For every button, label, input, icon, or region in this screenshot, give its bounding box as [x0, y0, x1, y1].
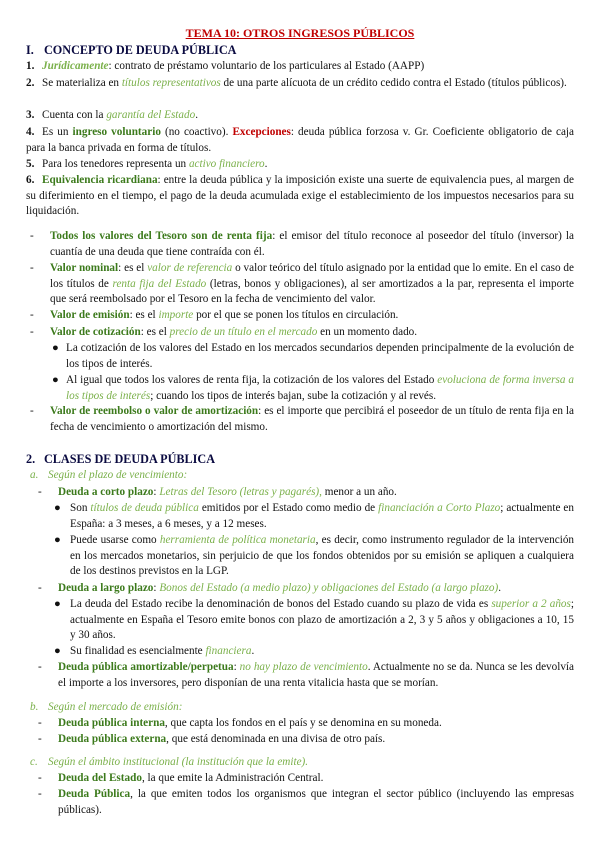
dash-marker: -: [38, 772, 42, 784]
item-6: 6. Equivalencia ricardiana: entre la deuda pública y la imposición existe una suerte de equivalencia pues, al margen de su diferimiento en el tiempo, el pago de la deuda acumulada exige el establecimiento de los impuestos necesarios para su liquidación.: [26, 174, 574, 217]
bullet-marker: ●: [52, 342, 59, 354]
section-2-heading: 2. CLASES DE DEUDA PÚBLICA: [26, 452, 215, 466]
bullet-cotizacion-1: La cotización de los valores del Estado en los mercados secundarios dependen principalmente de la evolución de los tipos de interés.: [66, 342, 574, 370]
dash-marker: -: [38, 717, 42, 729]
dash-deuda-estado: Deuda del Estado, la que emite la Administración Central.: [58, 772, 324, 784]
dash-marker: -: [38, 661, 42, 673]
dash-marker: -: [30, 405, 34, 417]
item-3: 3. Cuenta con la garantía del Estado.: [26, 109, 198, 121]
dash-marker: -: [30, 230, 34, 242]
dash-renta-fija: Todos los valores del Tesoro son de renta fija: el emisor del título reconoce al poseedor del título (inversor) la cuantía de una deuda que tiene contraída con él.: [50, 230, 574, 258]
dash-perpetua: Deuda pública amortizable/perpetua: no hay plazo de vencimiento. Actualmente no se da. Nunca se les devolvía el importe a los inversores, pero disponían de una renta vitalicia hasta que se morían.: [58, 661, 574, 689]
bullet-cotizacion-2: Al igual que todos los valores de renta fija, la cotización de los valores del Estado evoluciona de forma inversa a los tipos de interés; cuando los tipos de interés bajan, sube la cotización y al revés.: [66, 374, 574, 402]
dash-valor-cotizacion: Valor de cotización: es el precio de un título en el mercado en un momento dado.: [50, 326, 418, 338]
bullet-marker: ●: [52, 374, 59, 386]
subsection-a: a. Según el plazo de vencimiento:: [30, 469, 188, 481]
item-4: 4. Es un ingreso voluntario (no coactivo). Excepciones: deuda pública forzosa v. Gr. Coeficiente obligatorio de caja para la banca privada en forma de títulos.: [26, 126, 575, 154]
subsection-c: c. Según el ámbito institucional (la institución que la emite).: [30, 756, 309, 768]
item-1: 1. Jurídicamente: contrato de préstamo voluntario de los particulares al Estado (AAPP): [26, 60, 425, 72]
dash-marker: -: [38, 486, 42, 498]
dash-interna: Deuda pública interna, que capta los fondos en el país y se denomina en su moneda.: [58, 717, 442, 729]
dash-marker: -: [30, 262, 34, 274]
dash-marker: -: [30, 309, 34, 321]
dash-marker: -: [38, 582, 42, 594]
bullet-corto-2: Puede usarse como herramienta de política monetaria, es decir, como instrumento regulador de la intervención en los mercados monetarios, sin perjuicio de que los fondos obtenidos por su emisión se apliquen a cualquiera de los destinos previstos en la LGP.: [70, 534, 575, 577]
dash-externa: Deuda pública externa, que está denominada en una divisa de otro país.: [58, 733, 386, 745]
bullet-corto-1: Son títulos de deuda pública emitidos por el Estado como medio de financiación a Corto Plazo; actualmente en España: a 3 meses, a 6 meses, y a 12 meses.: [70, 502, 574, 530]
item-2: 2. Se materializa en títulos representativos de una parte alícuota de un crédito cedido contra el Estado (títulos públicos).: [26, 77, 567, 89]
dash-valor-reembolso: Valor de reembolso o valor de amortización: es el importe que percibirá el poseedor de un título de renta fija en la fecha de vencimiento o amortización del mismo.: [50, 405, 574, 433]
dash-marker: -: [38, 733, 42, 745]
dash-corto-plazo: Deuda a corto plazo: Letras del Tesoro (letras y pagarés), menor a un año.: [58, 486, 397, 498]
dash-deuda-publica: Deuda Pública, la que emiten todos los organismos que integran el sector público (incluyendo las empresas públicas).: [58, 788, 574, 816]
page-title: TEMA 10: OTROS INGRESOS PÚBLICOS: [185, 26, 415, 40]
bullet-marker: ●: [54, 645, 61, 657]
dash-largo-plazo: Deuda a largo plazo: Bonos del Estado (a medio plazo) y obligaciones del Estado (a largo plazo).: [58, 582, 502, 594]
dash-marker: -: [30, 326, 34, 338]
bullet-largo-1: La deuda del Estado recibe la denominación de bonos del Estado cuando su plazo de vida es superior a 2 años; actualmente en España el Tesoro emite bonos con plazo de amortización a 2, 3 y 5 años y obligaciones a 10, 15 y 30 años.: [70, 598, 574, 641]
bullet-largo-2: Su finalidad es esencialmente financiera.: [70, 645, 255, 657]
dash-valor-nominal: Valor nominal: es el valor de referencia o valor teórico del título asignado por la entidad que lo emite. En el caso de los títulos de renta fija del Estado (letras, bonos y obligaciones), al ser amortizados a la par, representa el importe que será reembolsado por el Tesoro en la fecha de vencimiento del valor.: [50, 262, 574, 305]
dash-marker: -: [38, 788, 42, 800]
section-1-heading: I. CONCEPTO DE DEUDA PÚBLICA: [26, 43, 237, 57]
bullet-marker: ●: [54, 534, 61, 546]
bullet-marker: ●: [54, 502, 61, 514]
bullet-marker: ●: [54, 598, 61, 610]
subsection-b: b. Según el mercado de emisión:: [30, 701, 183, 713]
item-5: 5. Para los tenedores representa un activo financiero.: [26, 158, 268, 170]
dash-valor-emision: Valor de emisión: es el importe por el que se ponen los títulos en circulación.: [50, 309, 399, 321]
